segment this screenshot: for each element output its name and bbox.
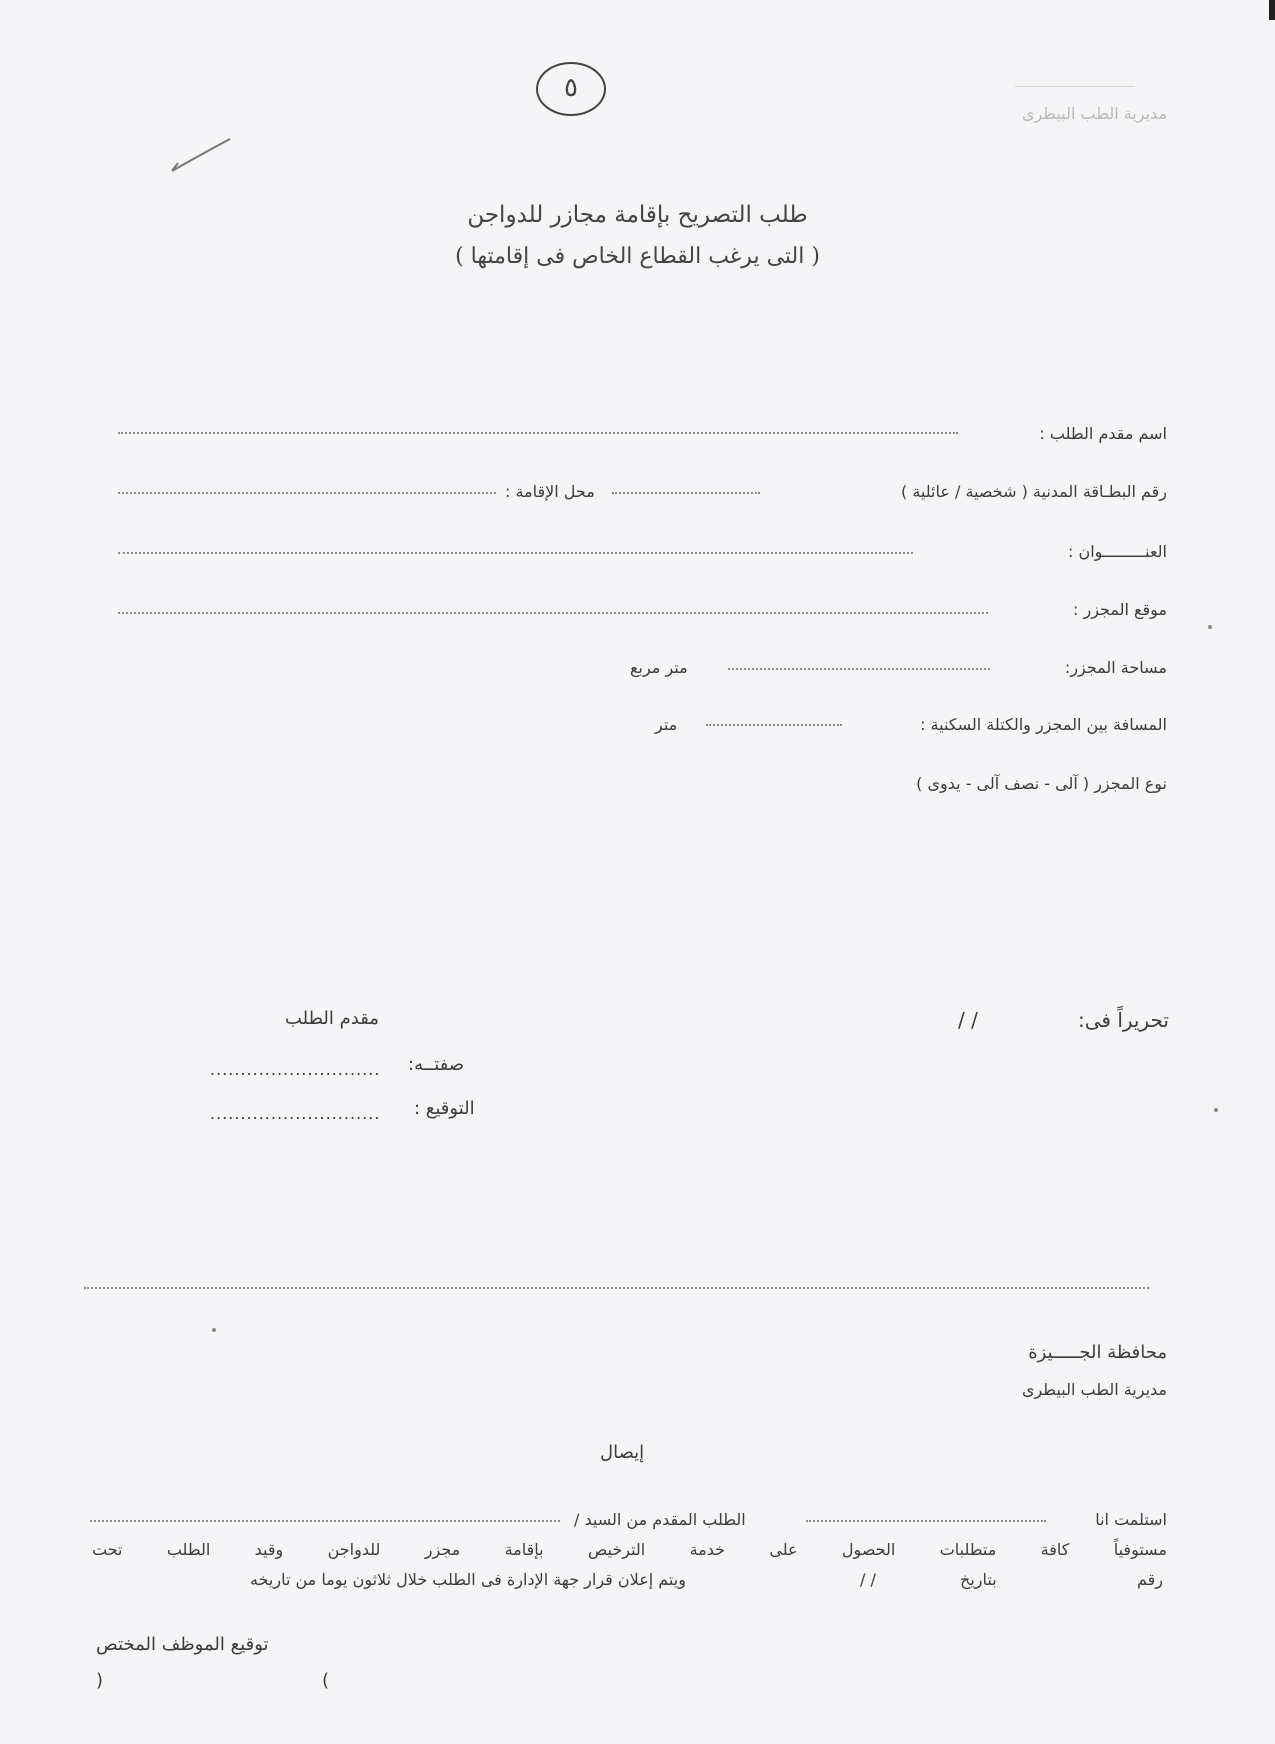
distance-field[interactable] <box>706 724 842 726</box>
officer-signature-close-paren: ) <box>322 1670 330 1691</box>
registration-date-label: بتاريخ <box>960 1570 997 1589</box>
signature-field[interactable]: ............................ <box>210 1104 381 1123</box>
checkmark-icon <box>170 135 234 175</box>
section-divider <box>84 1287 1149 1289</box>
slaughterhouse-type-label: نوع المجزر ( آلى - نصف آلى - يدوى ) <box>916 774 1167 793</box>
id-card-field[interactable] <box>612 492 760 494</box>
officer-signature-label: توقيع الموظف المختص <box>96 1634 269 1655</box>
capacity-label: صفتــه: <box>408 1054 465 1075</box>
slaughterhouse-area-field[interactable] <box>728 668 990 670</box>
registration-number-label: رقم <box>1136 1570 1163 1589</box>
governorate-name: محافظة الجـــــيزة <box>1028 1342 1167 1363</box>
received-by-label: استلمت انا <box>1095 1510 1167 1529</box>
faded-directorate-header: مديرية الطب البيطرى <box>1021 104 1167 123</box>
scan-edge-mark <box>1269 0 1275 20</box>
officer-signature-open-paren: ( <box>96 1670 104 1691</box>
written-on-label: تحريراً فى: <box>1078 1008 1169 1032</box>
scan-speck <box>212 1328 216 1332</box>
scan-speck <box>1208 625 1212 629</box>
address-label: العنـــــــــوان : <box>1068 542 1167 561</box>
slaughterhouse-site-field[interactable] <box>118 612 988 614</box>
receipt-statement: مستوفياً كافة متطلبات الحصول على خدمة الترخيص بإقامة مجزر للدواجن وقيد الطلب تحت <box>92 1540 1167 1559</box>
page-number-circle <box>536 62 606 116</box>
written-on-date-field[interactable]: / / <box>958 1008 978 1032</box>
applicant-heading: مقدم الطلب <box>285 1008 379 1029</box>
area-unit: متر مربع <box>630 658 688 677</box>
capacity-field[interactable]: ............................ <box>210 1060 381 1079</box>
receiver-name-field[interactable] <box>806 1520 1046 1522</box>
distance-label: المسافة بين المجزر والكتلة السكنية : <box>920 715 1167 734</box>
requester-name-field[interactable] <box>90 1520 560 1522</box>
slaughterhouse-area-label: مساحة المجزر: <box>1064 658 1167 677</box>
distance-unit: متر <box>655 715 678 734</box>
address-field[interactable] <box>118 552 913 554</box>
id-card-label: رقم البطـاقة المدنية ( شخصية / عائلية ) <box>901 482 1167 501</box>
signature-label: التوقيع : <box>414 1098 475 1119</box>
applicant-name-label: اسم مقدم الطلب : <box>1039 424 1167 443</box>
directorate-name: مديرية الطب البيطرى <box>1021 1380 1167 1399</box>
faded-header-rule <box>1015 86 1135 87</box>
form-title: طلب التصريح بإقامة مجازر للدواجن <box>467 202 808 228</box>
receipt-heading: إيصال <box>600 1442 645 1463</box>
scan-speck <box>1214 1108 1218 1112</box>
registration-date-field[interactable]: / / <box>860 1570 876 1589</box>
request-from-label: الطلب المقدم من السيد / <box>574 1510 746 1529</box>
applicant-name-field[interactable] <box>118 432 958 434</box>
slaughterhouse-site-label: موقع المجزر : <box>1072 600 1167 619</box>
residence-field[interactable] <box>118 492 496 494</box>
form-subtitle: ( التى يرغب القطاع الخاص فى إقامتها ) <box>455 244 820 269</box>
decision-notice-text: ويتم إعلان قرار جهة الإدارة فى الطلب خلال ثلاثون يوما من تاريخه <box>250 1570 686 1589</box>
residence-label: محل الإقامة : <box>505 482 595 501</box>
page-number: ٥ <box>564 73 578 103</box>
